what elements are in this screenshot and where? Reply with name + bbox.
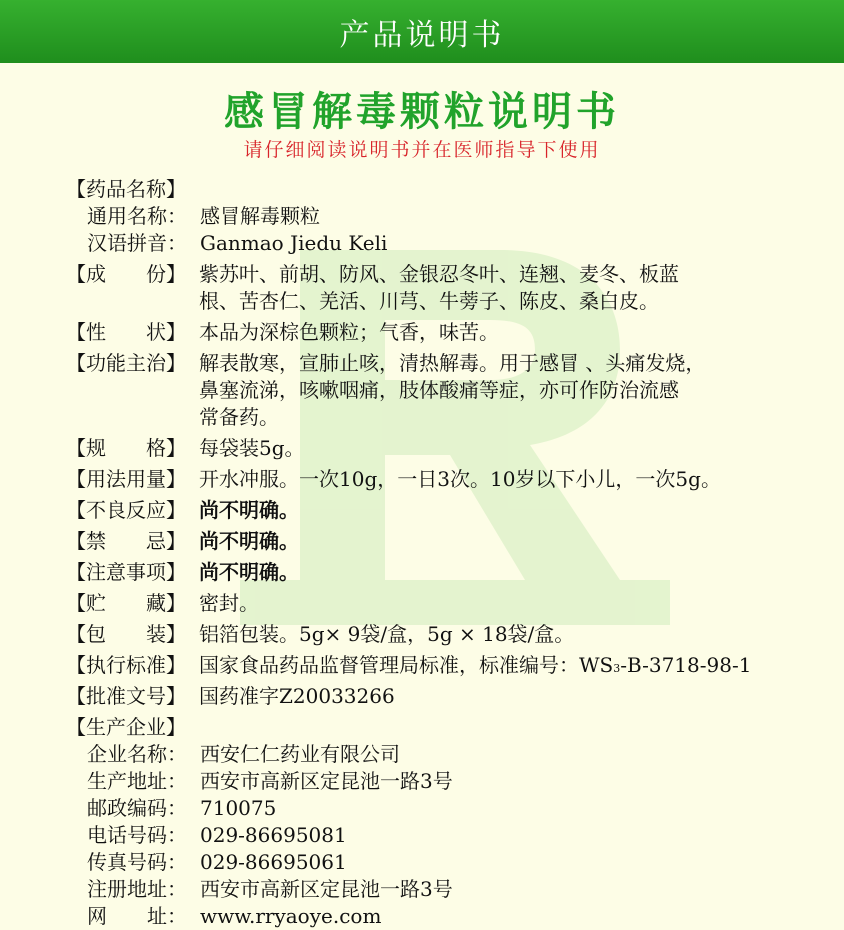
indications-label: 【功能主治】 [66,351,186,375]
precautions-field [66,559,836,590]
manufacturer-row-value: 西安市高新区定昆池一路3号 [200,769,453,793]
package-value: 铝箔包装。5g× 9袋/盒，5g × 18袋/盒。 [199,622,575,646]
contraindications-value: 尚不明确。 [199,529,299,553]
document-subtitle: 请仔细阅读说明书并在医师指导下使用 [243,139,601,161]
standard-value [199,652,836,679]
pinyin-label: 汉语拼音： [87,231,187,255]
standard-value-prefix: 国家食品药品监督管理局标准，标准编号：WS [199,653,614,677]
standard-value-subscript: 3 [613,662,621,675]
manufacturer-header: 【生产企业】 [66,715,186,739]
adverse-reactions-value: 尚不明确。 [199,498,299,522]
header-banner [0,0,844,63]
character-value: 本品为深棕色颗粒；气香，味苦。 [199,320,499,344]
document-title: 感冒解毒颗粒说明书 [224,89,620,135]
manufacturer-row-value: 710075 [200,796,277,820]
leaflet-body [66,176,836,930]
indications-line-1: 解表散寒，宣肺止咳，清热解毒。用于感冒 、头痛发烧， [199,351,706,375]
pinyin-value: Ganmao Jiedu Keli [200,231,388,255]
manufacturer-row [66,876,836,903]
specification-field [66,435,836,466]
package-field [66,621,836,652]
storage-value: 密封。 [199,591,259,615]
generic-name-label: 通用名称： [87,204,187,228]
manufacturer-row-value: 西安市高新区定昆池一路3号 [200,877,453,901]
ingredients-line-1: 紫苏叶、前胡、防风、金银忍冬叶、连翘、麦冬、板蓝 [199,262,679,286]
approval-label: 【批准文号】 [66,684,186,708]
indications-line-2: 鼻塞流涕，咳嗽咽痛，肢体酸痛等症，亦可作防治流感 [199,378,679,402]
ingredients-label: 【成 份】 [66,262,186,286]
standard-field [66,652,836,683]
manufacturer-row-value: 029-86695081 [200,823,347,847]
manufacturer-row [66,768,836,795]
character-field [66,319,836,350]
ingredients-field [66,261,836,319]
manufacturer-row [66,741,836,768]
standard-label: 【执行标准】 [66,653,186,677]
indications-line-3: 常备药。 [199,405,279,429]
manufacturer-row-label: 企业名称： [87,742,187,766]
manufacturer-row-label: 邮政编码： [87,796,187,820]
manufacturer-row-label: 网 址： [87,904,187,928]
precautions-label: 【注意事项】 [66,560,186,584]
package-label: 【包 装】 [66,622,186,646]
dosage-field [66,466,836,497]
drug-name-header: 【药品名称】 [66,177,186,201]
manufacturer-row [66,822,836,849]
precautions-value: 尚不明确。 [199,560,299,584]
pinyin-row [66,230,836,257]
manufacturer-row [66,903,836,930]
manufacturer-row-label: 传真号码： [87,850,187,874]
manufacturer-row-label: 电话号码： [87,823,187,847]
contraindications-label: 【禁 忌】 [66,529,186,553]
dosage-value: 开水冲服。一次10g，一日3次。10岁以下小儿，一次5g。 [199,467,721,491]
contraindications-field [66,528,836,559]
character-label: 【性 状】 [66,320,186,344]
manufacturer-row-value: 029-86695061 [200,850,347,874]
manufacturer-row-label: 注册地址： [87,877,187,901]
banner-title: 产品说明书 [339,17,505,53]
storage-field [66,590,836,621]
manufacturer-row-label: 生产地址： [87,769,187,793]
standard-value-suffix: -B-3718-98-1 [620,653,752,677]
generic-name-row [66,203,836,230]
ingredients-line-2: 根、苦杏仁、羌活、川芎、牛蒡子、陈皮、桑白皮。 [199,289,659,313]
specification-value: 每袋装5g。 [199,436,305,460]
manufacturer-row [66,795,836,822]
adverse-reactions-label: 【不良反应】 [66,498,186,522]
approval-value: 国药准字Z20033266 [199,684,395,708]
generic-name-value: 感冒解毒颗粒 [200,204,320,228]
manufacturer-row-value: 西安仁仁药业有限公司 [200,742,400,766]
approval-field [66,683,836,714]
dosage-label: 【用法用量】 [66,467,186,491]
website-link[interactable]: www.rryaoye.com [200,904,382,928]
storage-label: 【贮 藏】 [66,591,186,615]
indications-field [66,350,836,435]
specification-label: 【规 格】 [66,436,186,460]
manufacturer-row [66,849,836,876]
adverse-reactions-field [66,497,836,528]
